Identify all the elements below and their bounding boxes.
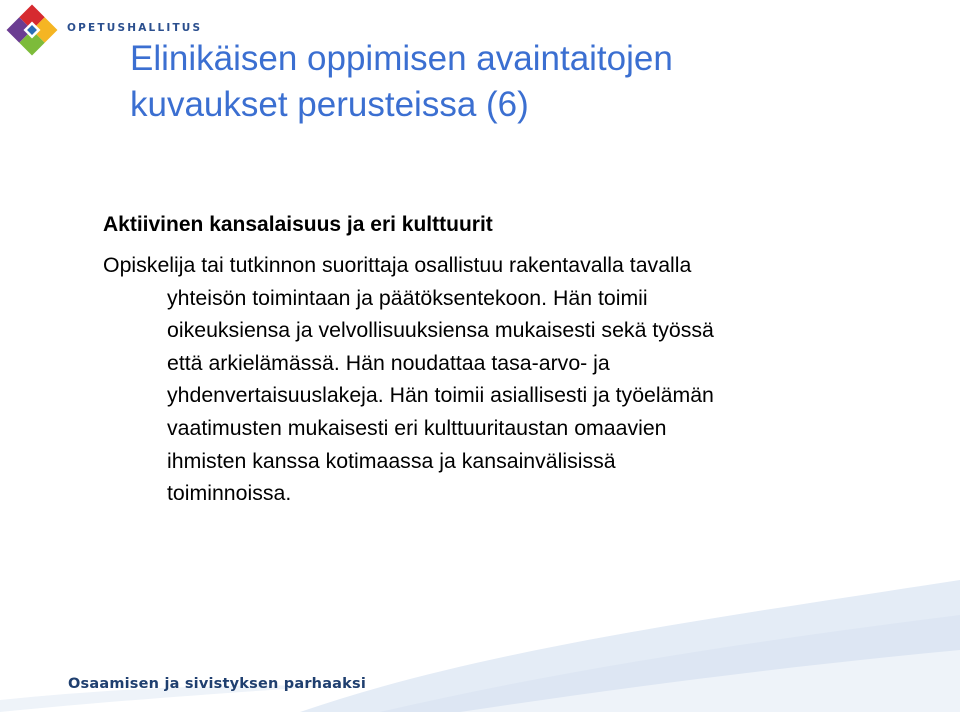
section-subheading: Aktiivinen kansalaisuus ja eri kulttuurit xyxy=(103,213,493,236)
paragraph-line: että arkielämässä. Hän noudattaa tasa-arvo- ja xyxy=(167,350,610,375)
slide-title-line: Elinikäisen oppimisen avaintaitojen xyxy=(130,39,673,78)
paragraph-line: toiminnoissa. xyxy=(167,481,292,506)
footer-slogan: Osaamisen ja sivistyksen parhaaksi xyxy=(68,676,367,692)
slide-title xyxy=(130,36,930,128)
paragraph-line: yhdenvertaisuuslakeja. Hän toimii asiallisesti ja työelämän xyxy=(167,383,714,408)
body-paragraph xyxy=(103,249,893,510)
paragraph-line: yhteisön toimintaan ja päätöksentekoon. Hän toimii xyxy=(167,285,648,310)
paragraph-line: vaatimusten mukaisesti eri kulttuuritaustan omaavien xyxy=(167,415,667,440)
slide-title-line: kuvaukset perusteissa (6) xyxy=(130,85,529,124)
paragraph-line: ihmisten kanssa kotimaassa ja kansainvälisissä xyxy=(167,448,616,473)
paragraph-line: oikeuksiensa ja velvollisuuksiensa mukaisesti sekä työssä xyxy=(167,318,714,343)
organization-name: OPETUSHALLITUS xyxy=(67,22,203,34)
paragraph-line: Opiskelija tai tutkinnon suorittaja osallistuu rakentavalla tavalla xyxy=(103,253,692,277)
opetushallitus-diamond-logo-icon xyxy=(4,2,60,58)
